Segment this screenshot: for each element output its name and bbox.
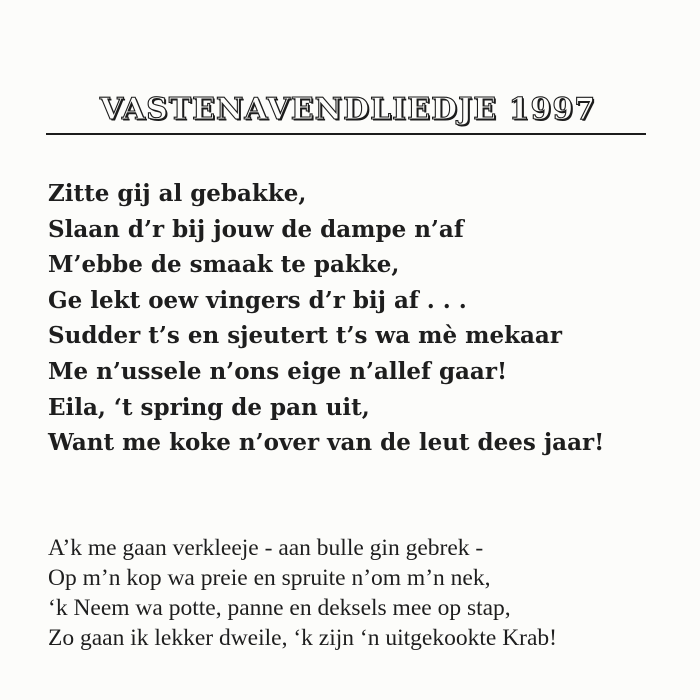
chorus-line: Sudder t’s en sjeutert t’s wa mè mekaar xyxy=(48,322,562,350)
chorus-line: Ge lekt oew vingers d’r bij af . . . xyxy=(48,286,467,314)
chorus-line: M’ebbe de smaak te pakke, xyxy=(48,251,400,279)
chorus-line: Zitte gij al gebakke, xyxy=(48,180,307,207)
chorus-line: Me n’ussele n’ons eige n’allef gaar! xyxy=(48,357,508,385)
verse-line: Op m’n kop wa preie en spruite n’om m’n nek, xyxy=(48,565,491,591)
verse-line: ‘k Neem wa potte, panne en deksels mee op stap, xyxy=(48,595,511,621)
chorus-line: Want me koke n’over van de leut dees jaar! xyxy=(48,429,605,457)
verse-line: Zo gaan ik lekker dweile, ‘k zijn ‘n uitgekookte Krab! xyxy=(48,625,557,651)
song-title: VASTENAVENDLIEDJE 1997 xyxy=(99,92,597,127)
chorus-stanza xyxy=(48,176,604,461)
title-underline xyxy=(46,133,646,135)
verse-stanza xyxy=(48,533,557,653)
chorus-line: Eila, ‘t spring de pan uit, xyxy=(48,393,370,421)
verse-line: A’k me gaan verkleeje - aan bulle gin gebrek - xyxy=(48,535,484,561)
chorus-line: Slaan d’r bij jouw de dampe n’af xyxy=(48,215,464,243)
